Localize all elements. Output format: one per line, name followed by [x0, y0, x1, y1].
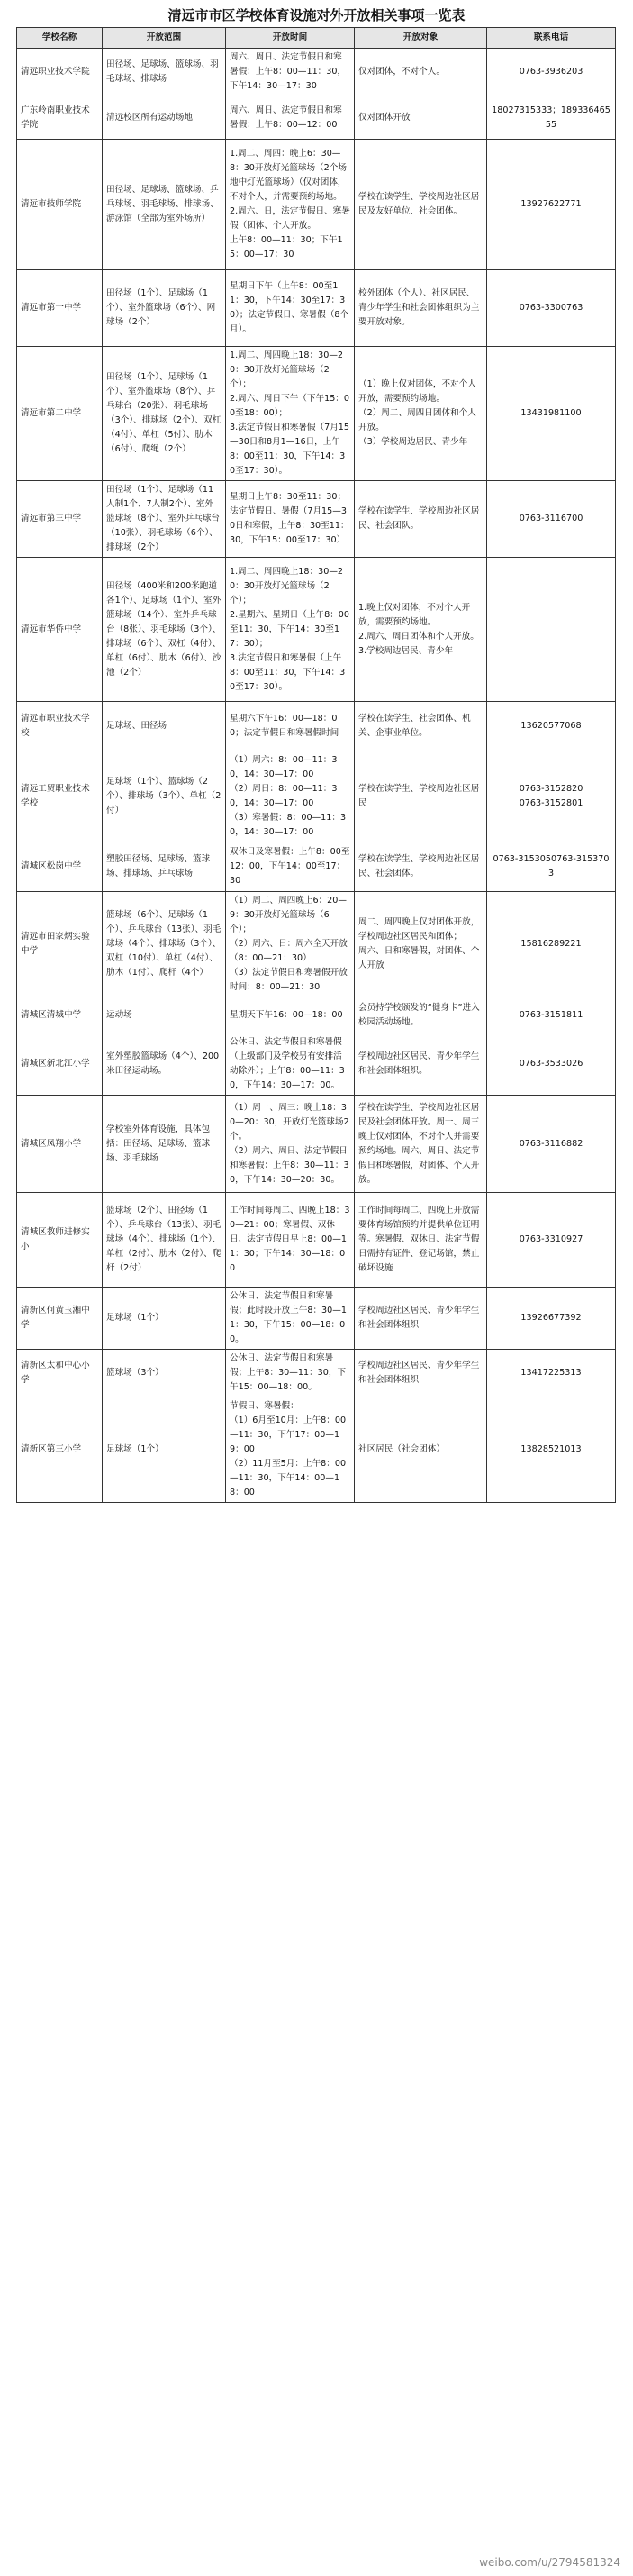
cell-open-scope: 篮球场（2个）、田径场（1个）、乒乓球台（13张）、羽毛球场（4个）、排球场（1个）、单杠（2付）、肋木（2付）、爬杆（2付） [103, 1193, 226, 1288]
cell-open-target: 周二、周四晚上仅对团体开放，学校周边社区居民和团体； 周六、日和寒暑假，对团体、个人开放 [355, 892, 487, 997]
table-row [17, 997, 616, 1033]
cell-open-target: 工作时间每周二、四晚上开放需要体育场馆预约并提供单位证明等。寒暑假、双休日、法定节假日需持有证件、登记场馆，禁止破坏设施 [355, 1193, 487, 1288]
cell-school-name: 清城区松岗中学 [17, 842, 103, 892]
cell-contact-phone: 13927622771 [487, 140, 616, 270]
cell-contact-phone: 18027315333；18933646555 [487, 96, 616, 140]
cell-contact-phone: 0763-3151811 [487, 997, 616, 1033]
cell-open-scope: 清远校区所有运动场地 [103, 96, 226, 140]
table-row [17, 751, 616, 842]
cell-open-time: （1）周二、周四晚上6：20—9：30开放灯光篮球场（6个）； （2）周六、日：周六全天开放（8：00—21：30） （3）法定节假日和寒暑假开放时间：8：00—21：30 [226, 892, 355, 997]
table-row [17, 1397, 616, 1503]
header-scope: 开放范围 [103, 28, 226, 49]
cell-open-target: （1）晚上仅对团体，不对个人开放，需要预约场地。 （2）周二、周四日团体和个人开放。 （3）学校周边居民、青少年 [355, 347, 487, 481]
table-row [17, 558, 616, 702]
header-school-name: 学校名称 [17, 28, 103, 49]
cell-open-target: 学校在读学生、学校周边社区居民及友好单位、社会团体。 [355, 140, 487, 270]
cell-open-scope: 田径场（1个）、足球场（1个）、室外篮球场（6个）、网球场（2个） [103, 270, 226, 347]
cell-school-name: 清远市第三中学 [17, 481, 103, 558]
table-row [17, 96, 616, 140]
cell-school-name: 清城区凤翔小学 [17, 1096, 103, 1193]
cell-open-scope: 室外塑胶篮球场（4个）、200米田径运动场。 [103, 1033, 226, 1096]
cell-school-name: 清远职业技术学院 [17, 49, 103, 96]
cell-open-target: 学校周边社区居民、青少年学生和社会团体组织 [355, 1288, 487, 1350]
cell-school-name: 清远工贸职业技术学校 [17, 751, 103, 842]
cell-contact-phone: 13926677392 [487, 1288, 616, 1350]
cell-contact-phone: 0763-3152820 0763-3152801 [487, 751, 616, 842]
cell-school-name: 清新区何黄玉湘中学 [17, 1288, 103, 1350]
cell-open-scope: 塑胶田径场、足球场、篮球场、排球场、乒乓球场 [103, 842, 226, 892]
cell-school-name: 清城区清城中学 [17, 997, 103, 1033]
page-title: 清远市市区学校体育设施对外开放相关事项一览表 [167, 7, 466, 23]
cell-contact-phone: 13828521013 [487, 1397, 616, 1503]
cell-school-name: 清远市第一中学 [17, 270, 103, 347]
table-row [17, 1096, 616, 1193]
cell-contact-phone: 0763-3116882 [487, 1096, 616, 1193]
cell-open-target: 学校周边社区居民、青少年学生和社会团体组织 [355, 1350, 487, 1397]
cell-open-target: 学校在读学生、学校周边社区居民、社会团体。 [355, 842, 487, 892]
cell-open-time: 星期日上午8：30至11：30； 法定节假日、暑假（7月15—30日和寒假，上午8：30至11：30，下午15：00至17：30） [226, 481, 355, 558]
table-row [17, 702, 616, 751]
cell-open-scope: 篮球场（3个） [103, 1350, 226, 1397]
cell-open-scope: 足球场（1个）、篮球场（2个）、排球场（3个）、单杠（2付） [103, 751, 226, 842]
cell-open-scope: 田径场（1个）、足球场（1个）、室外篮球场（8个）、乒乓球台（20张）、羽毛球场（3个）、排球场（2个）、双杠（4付）、单杠（5付）、肋木（6付）、爬绳（2个） [103, 347, 226, 481]
table-row [17, 481, 616, 558]
cell-open-time: 双休日及寒暑假：上午8：00至12：00，下午14：00至17：30 [226, 842, 355, 892]
header-phone: 联系电话 [487, 28, 616, 49]
cell-open-time: （1）周六：8：00—11：30，14：30—17：00 （2）周日：8：00—11：30，14：30—17：00 （3）寒暑假：8：00—11：30，14：30—17：00 [226, 751, 355, 842]
cell-open-scope: 篮球场（6个）、足球场（1个）、乒乓球台（13张）、羽毛球场（4个）、排球场（3个）、双杠（10付）、单杠（4付）、肋木（1付）、爬杆（4个） [103, 892, 226, 997]
cell-contact-phone: 0763-3936203 [487, 49, 616, 96]
cell-open-time: 工作时间每周二、四晚上18：30—21：00；寒暑假、双休日、法定节假日早上8：00—11：30；下午14：30—18：00 [226, 1193, 355, 1288]
cell-school-name: 广东岭南职业技术学院 [17, 96, 103, 140]
table-row [17, 270, 616, 347]
cell-open-time: 公休日、法定节假日和寒暑假（上级部门及学校另有安排活动除外）；上午8：00—11：30，下午14：30—17：00。 [226, 1033, 355, 1096]
cell-contact-phone [487, 558, 616, 702]
cell-open-target: 校外团体（个人）、社区居民、青少年学生和社会团体组织为主要开放对象。 [355, 270, 487, 347]
facilities-table [16, 27, 616, 1503]
cell-school-name: 清远市技师学院 [17, 140, 103, 270]
cell-contact-phone: 0763-3300763 [487, 270, 616, 347]
cell-open-time: 1.周二、周四晚上18：30—20：30开放灯光篮球场（2个）； 2.周六、周日下午（下午15：00至18：00）； 3.法定节假日和寒暑假（7月15—30日和8月1—16日，上午8：00至11：30，下午14：30至17：30）。 [226, 347, 355, 481]
cell-open-target: 仅对团体，不对个人。 [355, 49, 487, 96]
table-row [17, 842, 616, 892]
cell-open-time: 公休日、法定节假日和寒暑假；上午8：30—11：30，下午15：00—18：00。 [226, 1350, 355, 1397]
table-row [17, 1288, 616, 1350]
cell-open-scope: 田径场、足球场、篮球场、乒乓球场、羽毛球场、排球场、游泳馆（全部为室外场所） [103, 140, 226, 270]
cell-open-scope: 足球场（1个） [103, 1288, 226, 1350]
cell-open-scope: 足球场（1个） [103, 1397, 226, 1503]
cell-school-name: 清新区第三小学 [17, 1397, 103, 1503]
cell-contact-phone: 13417225313 [487, 1350, 616, 1397]
table-row [17, 1350, 616, 1397]
table-row [17, 892, 616, 997]
cell-open-target: 1.晚上仅对团体，不对个人开放，需要预约场地。 2.周六、周日团体和个人开放。 3.学校周边居民、青少年 [355, 558, 487, 702]
cell-open-target: 学校周边社区居民、青少年学生和社会团体组织。 [355, 1033, 487, 1096]
cell-open-scope: 运动场 [103, 997, 226, 1033]
cell-contact-phone: 15816289221 [487, 892, 616, 997]
cell-open-time: 星期六下午16：00—18：00；法定节假日和寒暑假时间 [226, 702, 355, 751]
cell-open-time: 1.周二、周四：晚上6：30—8：30开放灯光篮球场（2个场地中灯光篮球场）（仅对团体，不对个人，并需要预约场地。 2.周六、日，法定节假日、寒暑假（团体、个人开放。 上午8：00—11：30；下午15：00—17：30 [226, 140, 355, 270]
cell-contact-phone: 13431981100 [487, 347, 616, 481]
cell-open-time: 周六、周日、法定节假日和寒暑假：上午8：00—12：00 [226, 96, 355, 140]
cell-open-scope: 田径场（400米和200米跑道各1个）、足球场（1个）、室外篮球场（14个）、室外乒乓球台（8张）、羽毛球场（3个）、排球场（6个）、双杠（4付）、单杠（6付）、肋木（6付）、沙池（2个） [103, 558, 226, 702]
cell-open-time: 星期天下午16：00—18：00 [226, 997, 355, 1033]
table-row [17, 1033, 616, 1096]
table-row [17, 140, 616, 270]
cell-open-time: 周六、周日、法定节假日和寒暑假：上午8：00—11：30，下午14：30—17：30 [226, 49, 355, 96]
cell-school-name: 清城区新北江小学 [17, 1033, 103, 1096]
cell-open-time: 1.周二、周四晚上18：30—20：30开放灯光篮球场（2个）； 2.星期六、星期日（上午8：00至11：30，下午14：30至17：30）； 3.法定节假日和寒暑假（上午8：00至11：30，下午14：30至17：30）。 [226, 558, 355, 702]
cell-school-name: 清远市华侨中学 [17, 558, 103, 702]
cell-school-name: 清新区太和中心小学 [17, 1350, 103, 1397]
cell-open-target: 学校在读学生、学校周边社区居民 [355, 751, 487, 842]
cell-open-time: （1）周一、周三：晚上18：30—20：30，开放灯光篮球场2个。 （2）周六、周日、法定节假日和寒暑假：上午8：30—11：30，下午14：30—20：30。 [226, 1096, 355, 1193]
cell-open-time: 星期日下午（上午8：00至11：30，下午14：30至17：30）；法定节假日、寒暑假（8个月）。 [226, 270, 355, 347]
cell-contact-phone: 0763-3310927 [487, 1193, 616, 1288]
cell-school-name: 清远市第二中学 [17, 347, 103, 481]
cell-contact-phone: 0763-3116700 [487, 481, 616, 558]
cell-school-name: 清远市田家炳实验中学 [17, 892, 103, 997]
table-row [17, 1193, 616, 1288]
cell-contact-phone: 0763-3153050763-3153703 [487, 842, 616, 892]
cell-contact-phone: 13620577068 [487, 702, 616, 751]
cell-school-name: 清城区教师进修实小 [17, 1193, 103, 1288]
cell-open-target: 学校在读学生、社会团体、机关、企事业单位。 [355, 702, 487, 751]
cell-school-name: 清远市职业技术学校 [17, 702, 103, 751]
table-row [17, 347, 616, 481]
cell-contact-phone: 0763-3533026 [487, 1033, 616, 1096]
watermark: weibo.com/u/2794581324 [479, 2556, 620, 2569]
cell-open-target: 社区居民（社会团体） [355, 1397, 487, 1503]
cell-open-time: 节假日、寒暑假： （1）6月至10月：上午8：00—11：30，下午17：00—19：00 （2）11月至5月：上午8：00—11：30，下午14：00—18：00 [226, 1397, 355, 1503]
cell-open-target: 会员持学校颁发的“健身卡”进入校园活动场地。 [355, 997, 487, 1033]
cell-open-scope: 学校室外体育设施，具体包括：田径场、足球场、篮球场、羽毛球场 [103, 1096, 226, 1193]
cell-open-scope: 田径场、足球场、篮球场、羽毛球场、排球场 [103, 49, 226, 96]
cell-open-target: 仅对团体开放 [355, 96, 487, 140]
cell-open-target: 学校在读学生、学校周边社区居民、社会团队。 [355, 481, 487, 558]
table-header-row [17, 28, 616, 49]
header-time: 开放时间 [226, 28, 355, 49]
header-target: 开放对象 [355, 28, 487, 49]
cell-open-scope: 田径场（1个）、足球场（11人制1个、7人制2个）、室外篮球场（8个）、室外乒乓球台（10张）、羽毛球场（6个）、排球场（2个） [103, 481, 226, 558]
cell-open-target: 学校在读学生、学校周边社区居民及社会团体开放。周一、周三晚上仅对团体，不对个人并需要预约场地。周六、周日、法定节假日和寒暑假，对团体、个人开放。 [355, 1096, 487, 1193]
cell-open-scope: 足球场、田径场 [103, 702, 226, 751]
cell-open-time: 公休日、法定节假日和寒暑假；此时段开放上午8：30—11：30，下午15：00—18：00。 [226, 1288, 355, 1350]
table-row [17, 49, 616, 96]
